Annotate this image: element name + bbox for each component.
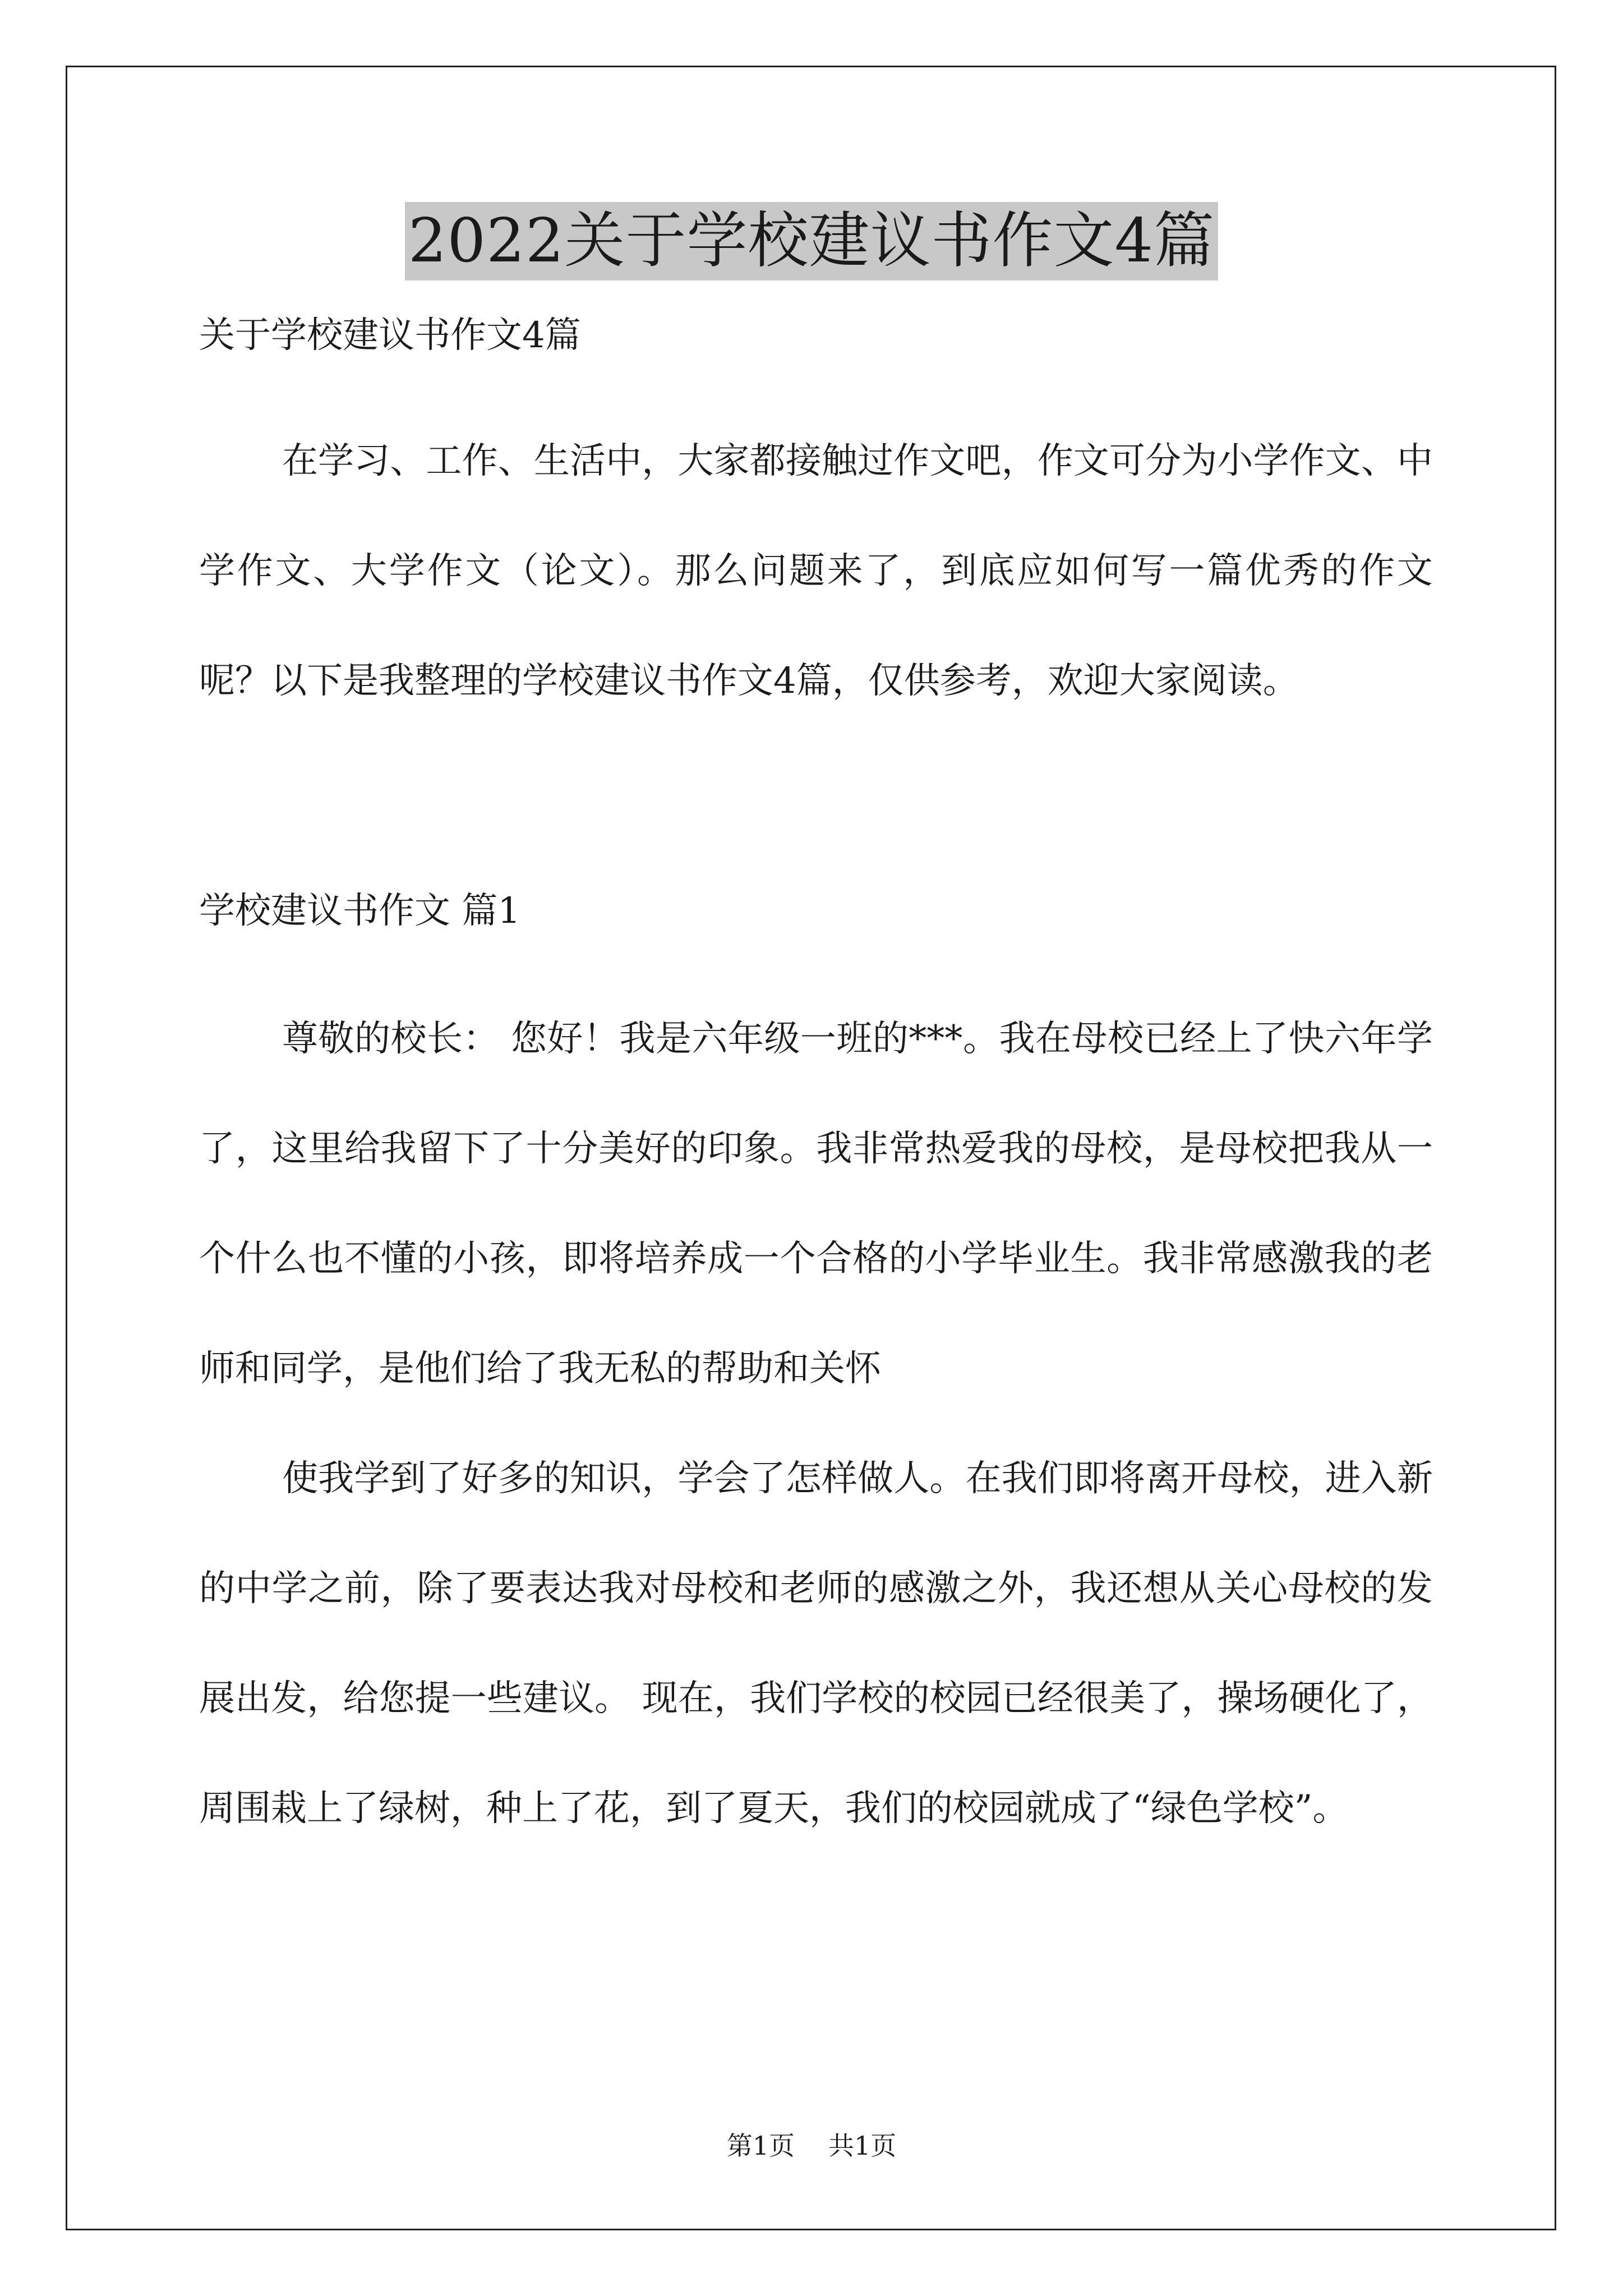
document-title[interactable]: 2022关于学校建议书作文4篇 (405, 202, 1219, 280)
document-subtitle[interactable]: 关于学校建议书作文4篇 (199, 315, 581, 356)
title-container (0, 202, 1623, 280)
page-number-current: 第1页 (726, 2131, 795, 2161)
page-footer (0, 2129, 1623, 2162)
document-body (199, 307, 1433, 1864)
page-number-total: 共1页 (828, 2131, 897, 2161)
section-1-paragraph-1[interactable]: 尊敬的校长： 您好！我是六年级一班的***。我在母校已经上了快六年学了，这里给我留下了十分美好的印象。我非常热爱我的母校，是母校把我从一个什么也不懂的小孩，即将培养成一个合格的小学毕业生。我非常感激我的老师和同学，是他们给了我无私的帮助和关怀 (199, 1018, 1433, 1389)
intro-paragraph[interactable]: 在学习、工作、生活中，大家都接触过作文吧，作文可分为小学作文、中学作文、大学作文（论文）。那么问题来了，到底应如何写一篇优秀的作文呢？以下是我整理的学校建议书作文4篇，仅供参考，欢迎大家阅读。 (199, 440, 1433, 702)
section-1-paragraph-2[interactable]: 使我学到了好多的知识，学会了怎样做人。在我们即将离开母校，进入新的中学之前，除了要表达我对母校和老师的感激之外，我还想从关心母校的发展出发，给您提一些建议。 现在，我们学校的校园已经很美了，操场硬化了，周围栽上了绿树，种上了花，到了夏天，我们的校园就成了“绿色学校”。 (199, 1458, 1433, 1829)
section-1-heading[interactable]: 学校建议书作文 篇1 (199, 890, 521, 932)
